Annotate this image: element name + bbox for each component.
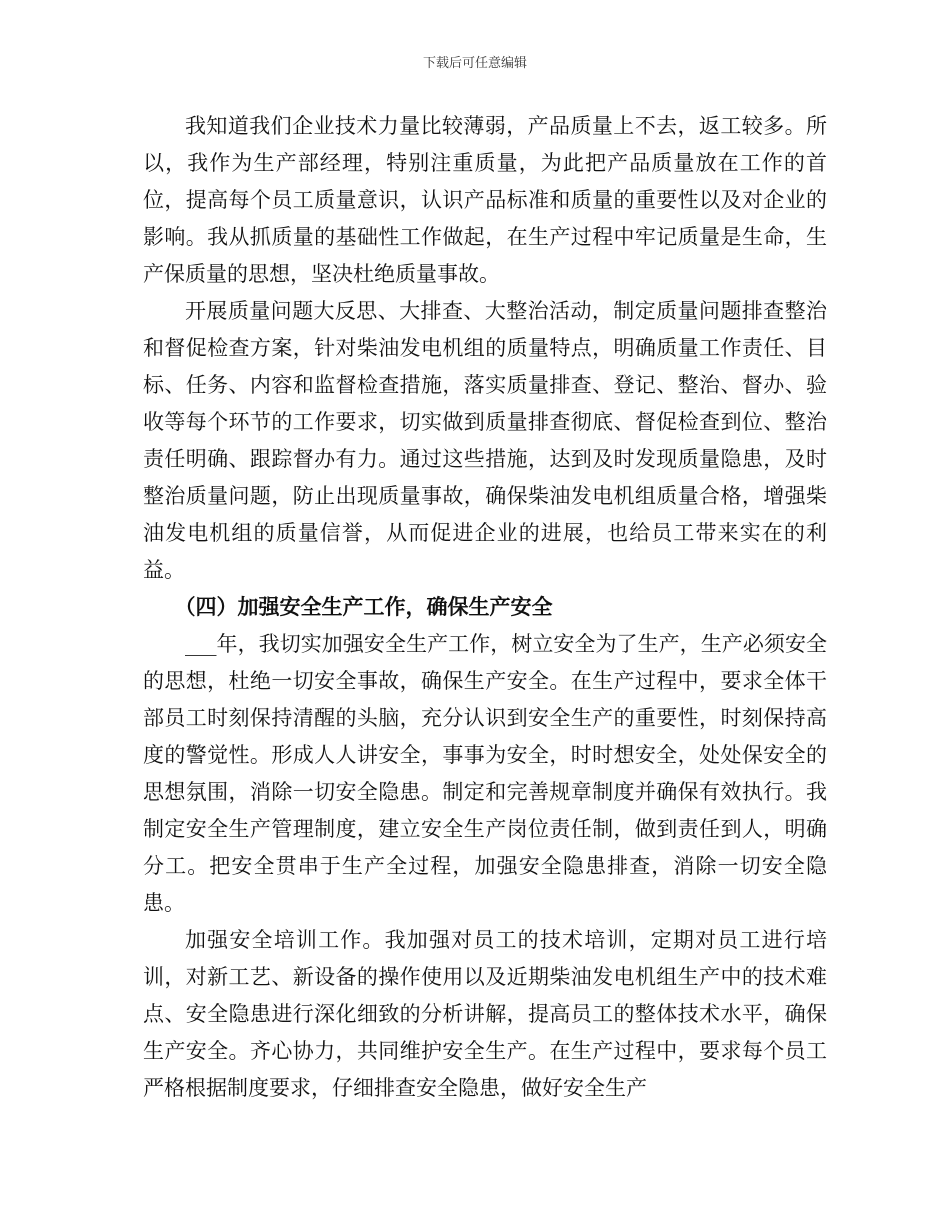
section-heading-safety: （四）加强安全生产工作，确保生产安全 <box>174 595 553 619</box>
paragraph-safety-training: 加强安全培训工作。我加强对员工的技术培训，定期对员工进行培训，对新工艺、新设备的操作使用以及近期柴油发电机组生产中的技术难点、安全隐患进行深化细致的分析讲解，提高员工的整体技术水平，确保生产安全。齐心协力，共同维护安全生产。在生产过程中，要求每个员工严格根据制度要求，仔细排查安全隐患，做好安全生产 <box>143 928 827 1100</box>
paragraph-quality-campaign: 开展质量问题大反思、大排查、大整治活动，制定质量问题排查整治和督促检查方案，针对柴油发电机组的质量特点，明确质量工作责任、目标、任务、内容和监督检查措施，落实质量排查、登记、整治、督办、验收等每个环节的工作要求，切实做到质量排查彻底、督促检查到位、整治责任明确、跟踪督办有力。通过这些措施，达到及时发现质量隐患，及时整治质量问题，防止出现质量事故，确保柴油发电机组质量合格，增强柴油发电机组的质量信誉，从而促进企业的进展，也给员工带来实在的利益。 <box>143 299 827 582</box>
document-body <box>143 108 827 1107</box>
page-header: 下载后可任意编辑 <box>422 56 527 71</box>
paragraph-safety-production: ___年，我切实加强安全生产工作，树立安全为了生产，生产必须安全的思想，杜绝一切安全事故，确保生产安全。在生产过程中，要求全体干部员工时刻保持清醒的头脑，充分认识到安全生产的重要性，时刻保持高度的警觉性。形成人人讲安全，事事为安全，时时想安全，处处保安全的思想氛围，消除一切安全隐患。制定和完善规章制度并确保有效执行。我制定安全生产管理制度，建立安全生产岗位责任制，做到责任到人，明确分工。把安全贯串于生产全过程，加强安全隐患排查，消除一切安全隐患。 <box>143 632 827 915</box>
paragraph-quality-awareness: 我知道我们企业技术力量比较薄弱，产品质量上不去，返工较多。所以，我作为生产部经理，特别注重质量，为此把产品质量放在工作的首位，提高每个员工质量意识，认识产品标准和质量的重要性以及对企业的影响。我从抓质量的基础性工作做起，在生产过程中牢记质量是生命，生产保质量的思想，坚决杜绝质量事故。 <box>143 114 827 286</box>
